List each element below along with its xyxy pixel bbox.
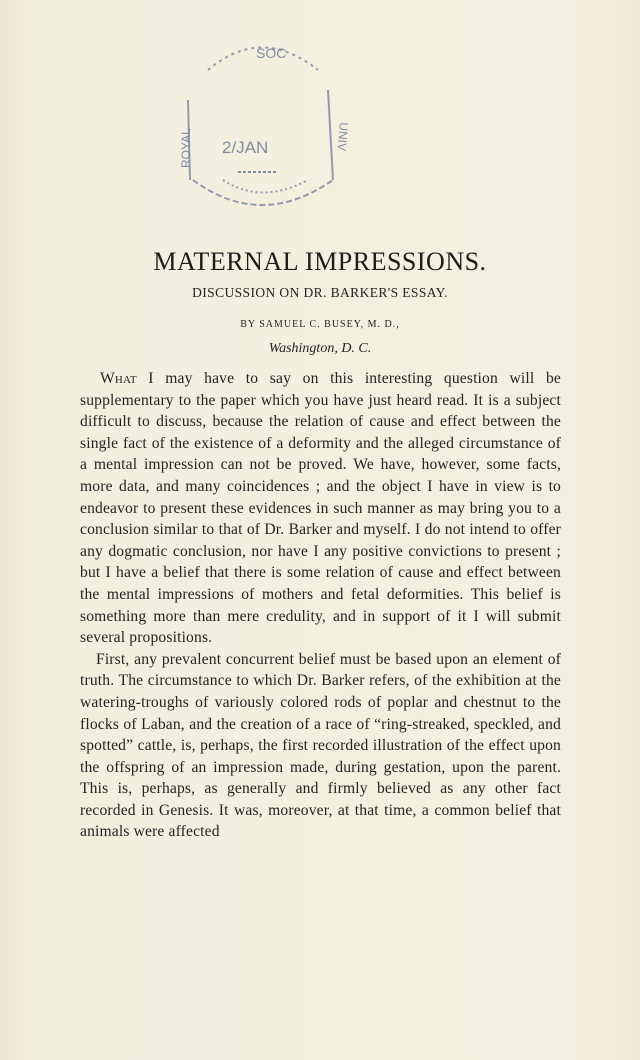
paragraph-2: First, any prevalent concurrent belief must be based upon an element of truth. The circumstance to which Dr. Barker refers, of the exhibition at the watering-troughs of variously colored rods of poplar and chestnut to the flocks of Laban, and the creation of a race of “ring-streaked, speckled, and spotted” cattle, is, perhaps, the first recorded illustration of the effect upon the offspring of an impression made, during gestation, upon the parent. This is, perhaps, as generally and firmly believed as any other fact recorded in Genesis. It was, moreover, at that time, a common belief that animals were affected [80, 650, 561, 841]
article-title: MATERNAL IMPRESSIONS. [153, 247, 487, 276]
paragraph-1-lead: What [100, 370, 137, 387]
stamp-left-text: ROYAL [179, 128, 193, 168]
stamp-top-text: SOC [256, 45, 287, 61]
author-byline: BY SAMUEL C. BUSEY, M. D., [240, 319, 400, 330]
author-location: Washington, D. C. [268, 341, 372, 356]
stamp-center-text: 2/JAN [222, 138, 269, 157]
stamp-right-text: UNIV [334, 121, 351, 152]
library-stamp [168, 30, 354, 216]
article-subtitle: DISCUSSION ON DR. BARKER'S ESSAY. [192, 285, 448, 300]
paragraph-1-text: I may have to say on this interesting question will be supplementary to the paper which you have just heard read. It is a subject difficult to discuss, because the relation of cause and effect between the single fact of the existence of a deformity and the alleged circumstance of a mental impression can not be proved. We have, however, some facts, more data, and many coincidences ; and the object I have in view is to endeavor to present these evidences in such manner as may bring you to a conclusion similar to that of Dr. Barker and myself. I do not intend to offer any dogmatic conclusion, nor have I any positive convictions to present ; but I have a belief that there is some relation of cause and effect between the mental impressions of mothers and fetal deformities. This belief is something more than mere credulity, and in support of it I will submit several propositions. [80, 370, 561, 647]
article-body [80, 368, 561, 843]
paragraph-1 [80, 368, 561, 649]
